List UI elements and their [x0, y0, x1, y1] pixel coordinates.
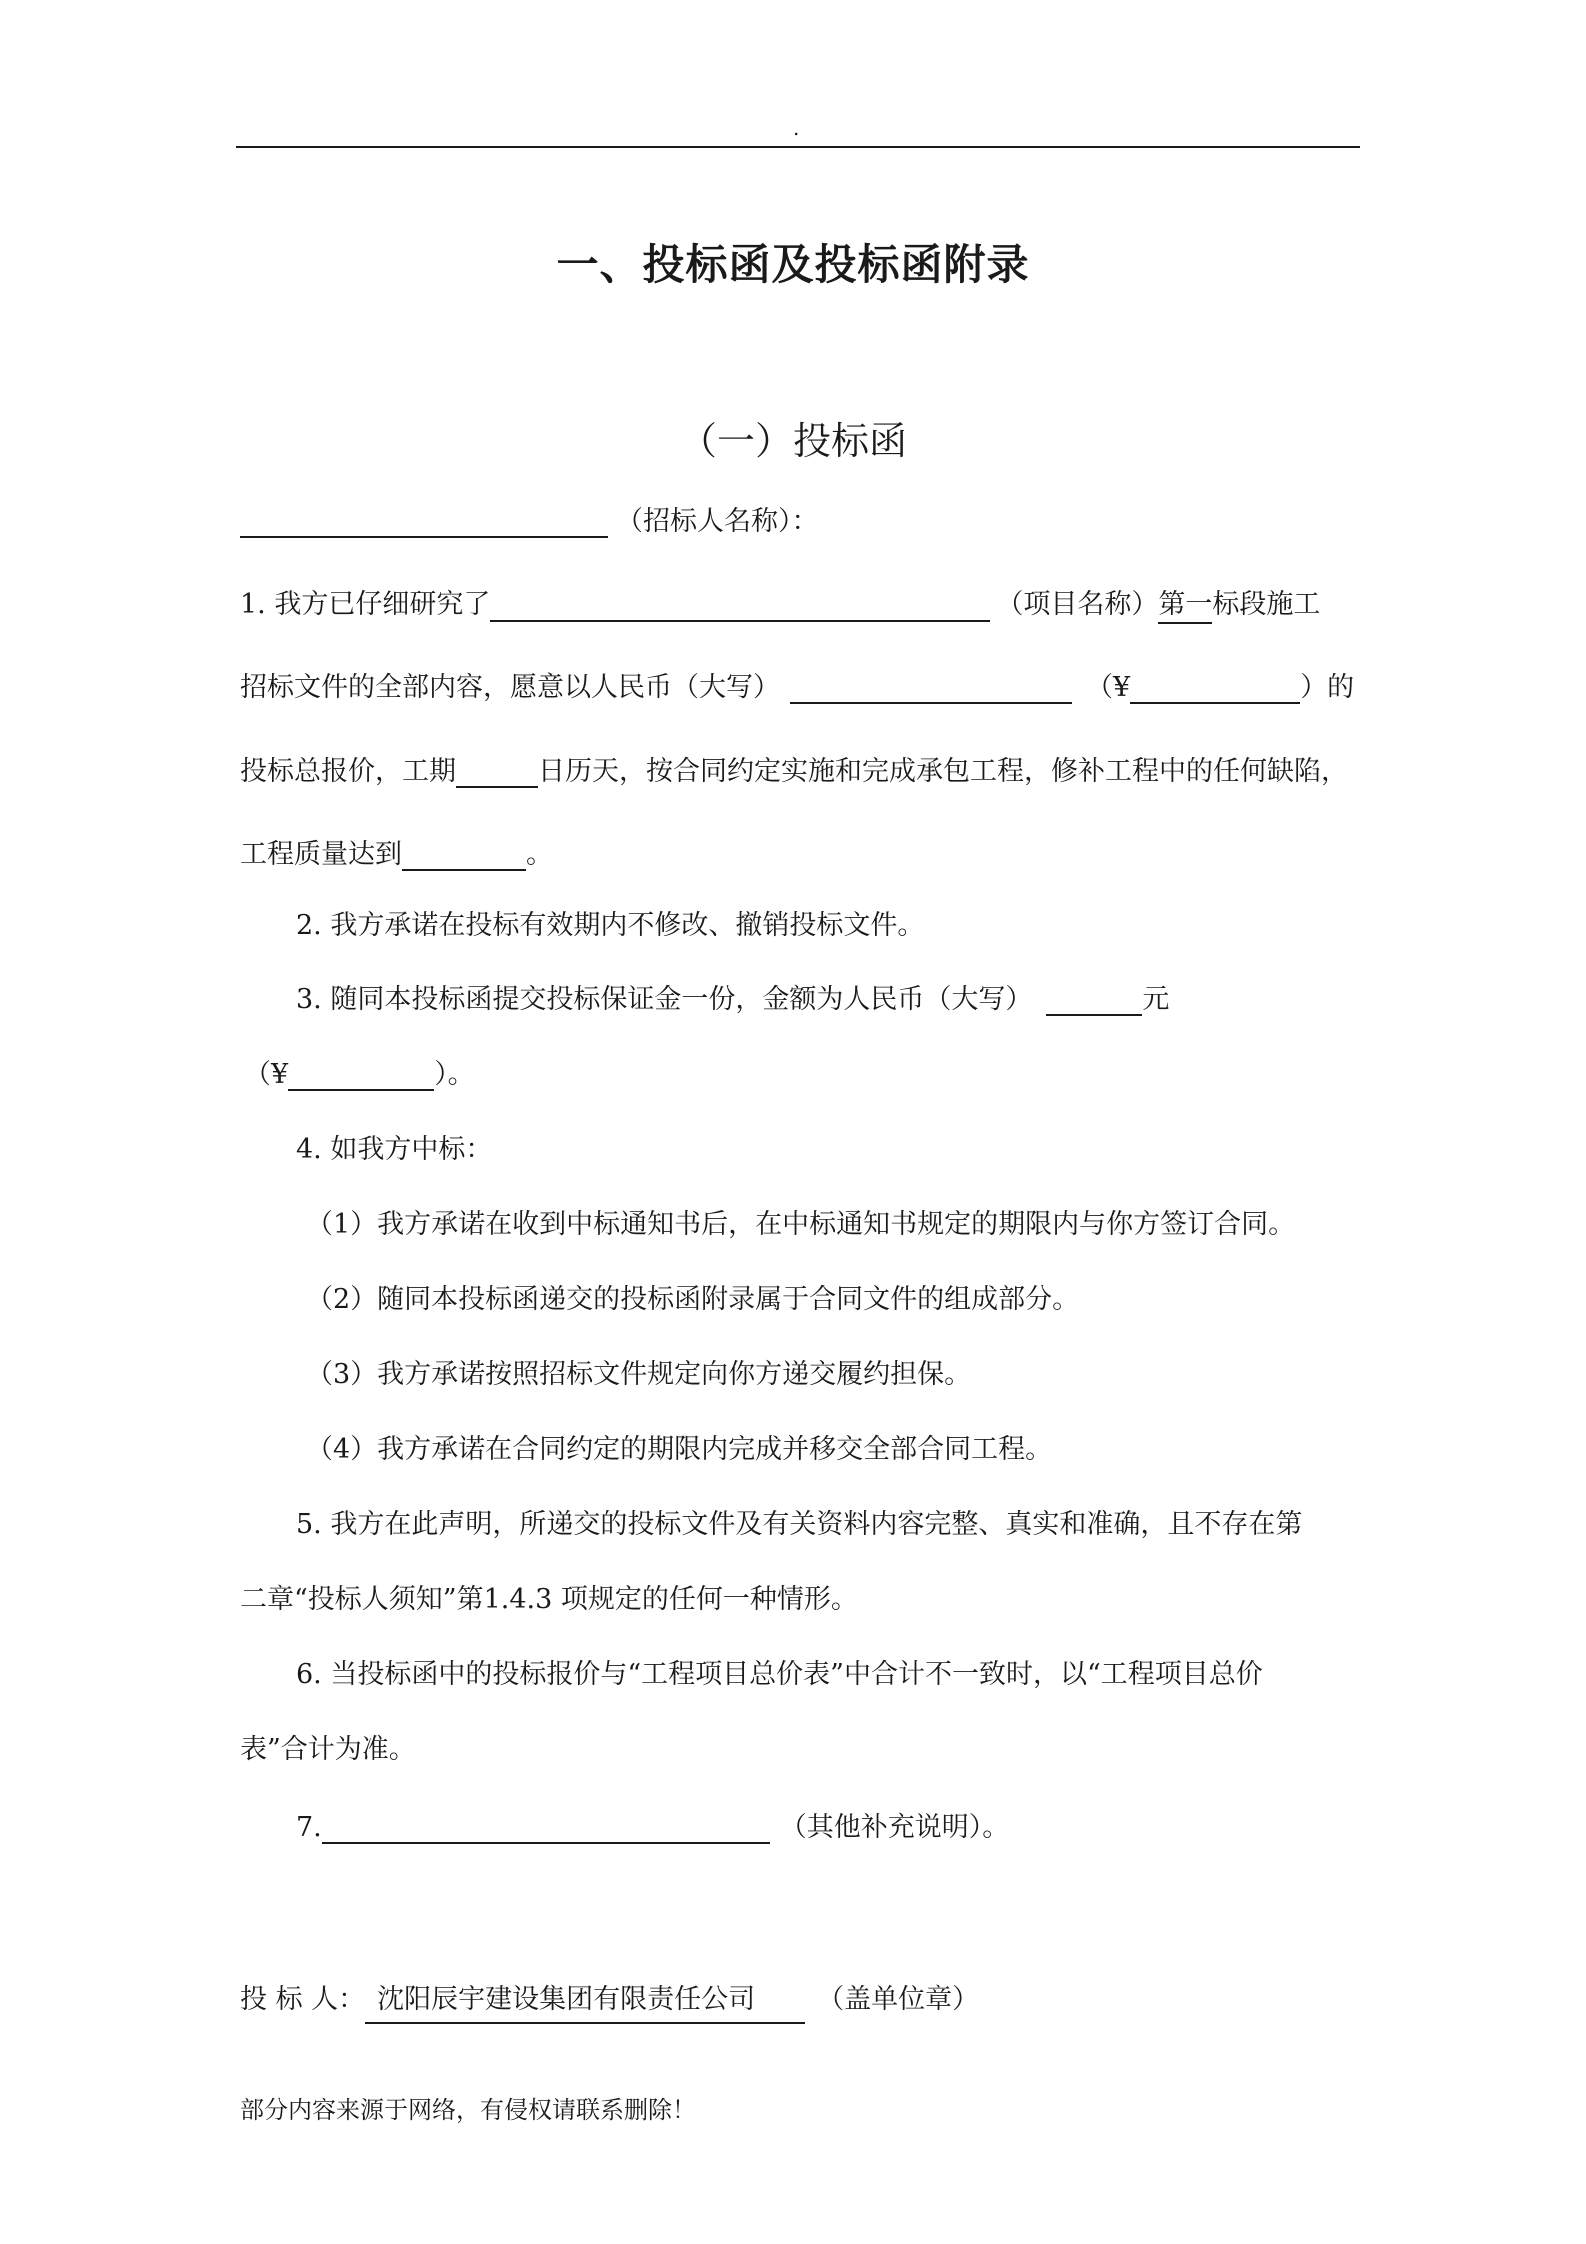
item4-sub3: （3）我方承诺按照招标文件规定向你方递交履约担保。 [306, 1359, 972, 1390]
quality-standard-blank[interactable] [402, 839, 526, 871]
item4-sub4: （4）我方承诺在合同约定的期限内完成并移交全部合同工程。 [306, 1434, 1053, 1465]
item3-text-b1: （¥ [244, 1059, 289, 1090]
item3-text-a2: 元 [1142, 984, 1170, 1015]
item1-text-b2: （¥ [1086, 672, 1131, 703]
item1-text-b3: ）的 [1300, 672, 1355, 703]
item1-line1 [240, 585, 1320, 625]
tenderer-name-blank[interactable] [240, 506, 608, 538]
item3-line1 [296, 980, 1169, 1020]
bidder-seal-note: （盖单位章） [817, 1984, 980, 2015]
bond-amount-words-blank[interactable] [1046, 984, 1142, 1016]
item1-text-a2: （项目名称） [996, 589, 1159, 620]
item7-text-a1: 7. [296, 1812, 322, 1843]
header-rule [236, 146, 1360, 148]
other-notes-blank[interactable] [322, 1812, 770, 1844]
item2-line [296, 906, 924, 946]
project-name-blank[interactable] [490, 590, 990, 622]
item6-text-b: 表”合计为准。 [240, 1734, 416, 1765]
header-dot: . [793, 116, 800, 140]
footer-note: 部分内容来源于网络，有侵权请联系删除！ [240, 2096, 696, 2124]
section-subtitle: （一）投标函 [678, 419, 907, 463]
bidder-name: 沈阳辰宇建设集团有限责任公司 [365, 1980, 805, 2024]
item4-head-line [296, 1130, 492, 1170]
item2-text: 2. 我方承诺在投标有效期内不修改、撤销投标文件。 [296, 910, 925, 941]
item4-sub3-line [306, 1355, 971, 1395]
item1-line2 [240, 668, 1354, 708]
addressee-line [240, 502, 819, 542]
item4-sub2-line [306, 1280, 1079, 1320]
bond-amount-figures-blank[interactable] [288, 1059, 434, 1091]
item5-text-b: 二章“投标人须知”第1.4.3 项规定的任何一种情形。 [240, 1584, 858, 1615]
item4-sub1: （1）我方承诺在收到中标通知书后，在中标通知书规定的期限内与你方签订合同。 [306, 1209, 1296, 1240]
item1-text-c2: 日历天，按合同约定实施和完成承包工程，修补工程中的任何缺陷， [538, 756, 1348, 787]
item3-text-a1: 3. 随同本投标函提交投标保证金一份，金额为人民币（大写） [296, 984, 1033, 1015]
item3-line2 [244, 1055, 475, 1095]
duration-days-blank[interactable] [456, 756, 538, 788]
item6-line2 [240, 1730, 416, 1770]
bidder-line [240, 1980, 979, 2020]
page-title: 一、投标函及投标函附录 [556, 240, 1030, 289]
item5-line2 [240, 1580, 858, 1620]
item5-line1 [296, 1505, 1302, 1545]
item1-text-d2: 。 [526, 839, 553, 870]
section-number: 第一 [1158, 589, 1212, 624]
item4-head: 4. 如我方中标： [296, 1134, 493, 1165]
item4-sub2: （2）随同本投标函递交的投标函附录属于合同文件的组成部分。 [306, 1284, 1080, 1315]
item1-line4 [240, 835, 553, 875]
bid-amount-words-blank[interactable] [790, 672, 1072, 704]
item1-text-b1: 招标文件的全部内容，愿意以人民币（大写） [240, 672, 780, 703]
item1-text-a4: 标段施工 [1212, 589, 1321, 620]
item1-text-a1: 1. 我方已仔细研究了 [240, 589, 491, 620]
item3-text-b2: ）。 [434, 1059, 475, 1090]
item1-text-d1: 工程质量达到 [240, 839, 402, 870]
item4-sub4-line [306, 1430, 1052, 1470]
item4-sub1-line [306, 1205, 1295, 1245]
bid-amount-figures-blank[interactable] [1130, 672, 1300, 704]
addressee-suffix: （招标人名称）： [616, 506, 819, 537]
item1-text-c1: 投标总报价，工期 [240, 756, 456, 787]
item7-text-a2: （其他补充说明）。 [779, 1812, 1010, 1843]
item6-text-a: 6. 当投标函中的投标报价与“工程项目总价表”中合计不一致时，以“工程项目总价 [296, 1659, 1263, 1690]
item6-line1 [296, 1655, 1263, 1695]
item7-line [296, 1808, 1009, 1848]
item5-text-a: 5. 我方在此声明，所递交的投标文件及有关资料内容完整、真实和准确，且不存在第 [296, 1509, 1303, 1540]
item1-line3 [240, 752, 1348, 792]
bidder-label: 投 标 人： [240, 1984, 366, 2015]
